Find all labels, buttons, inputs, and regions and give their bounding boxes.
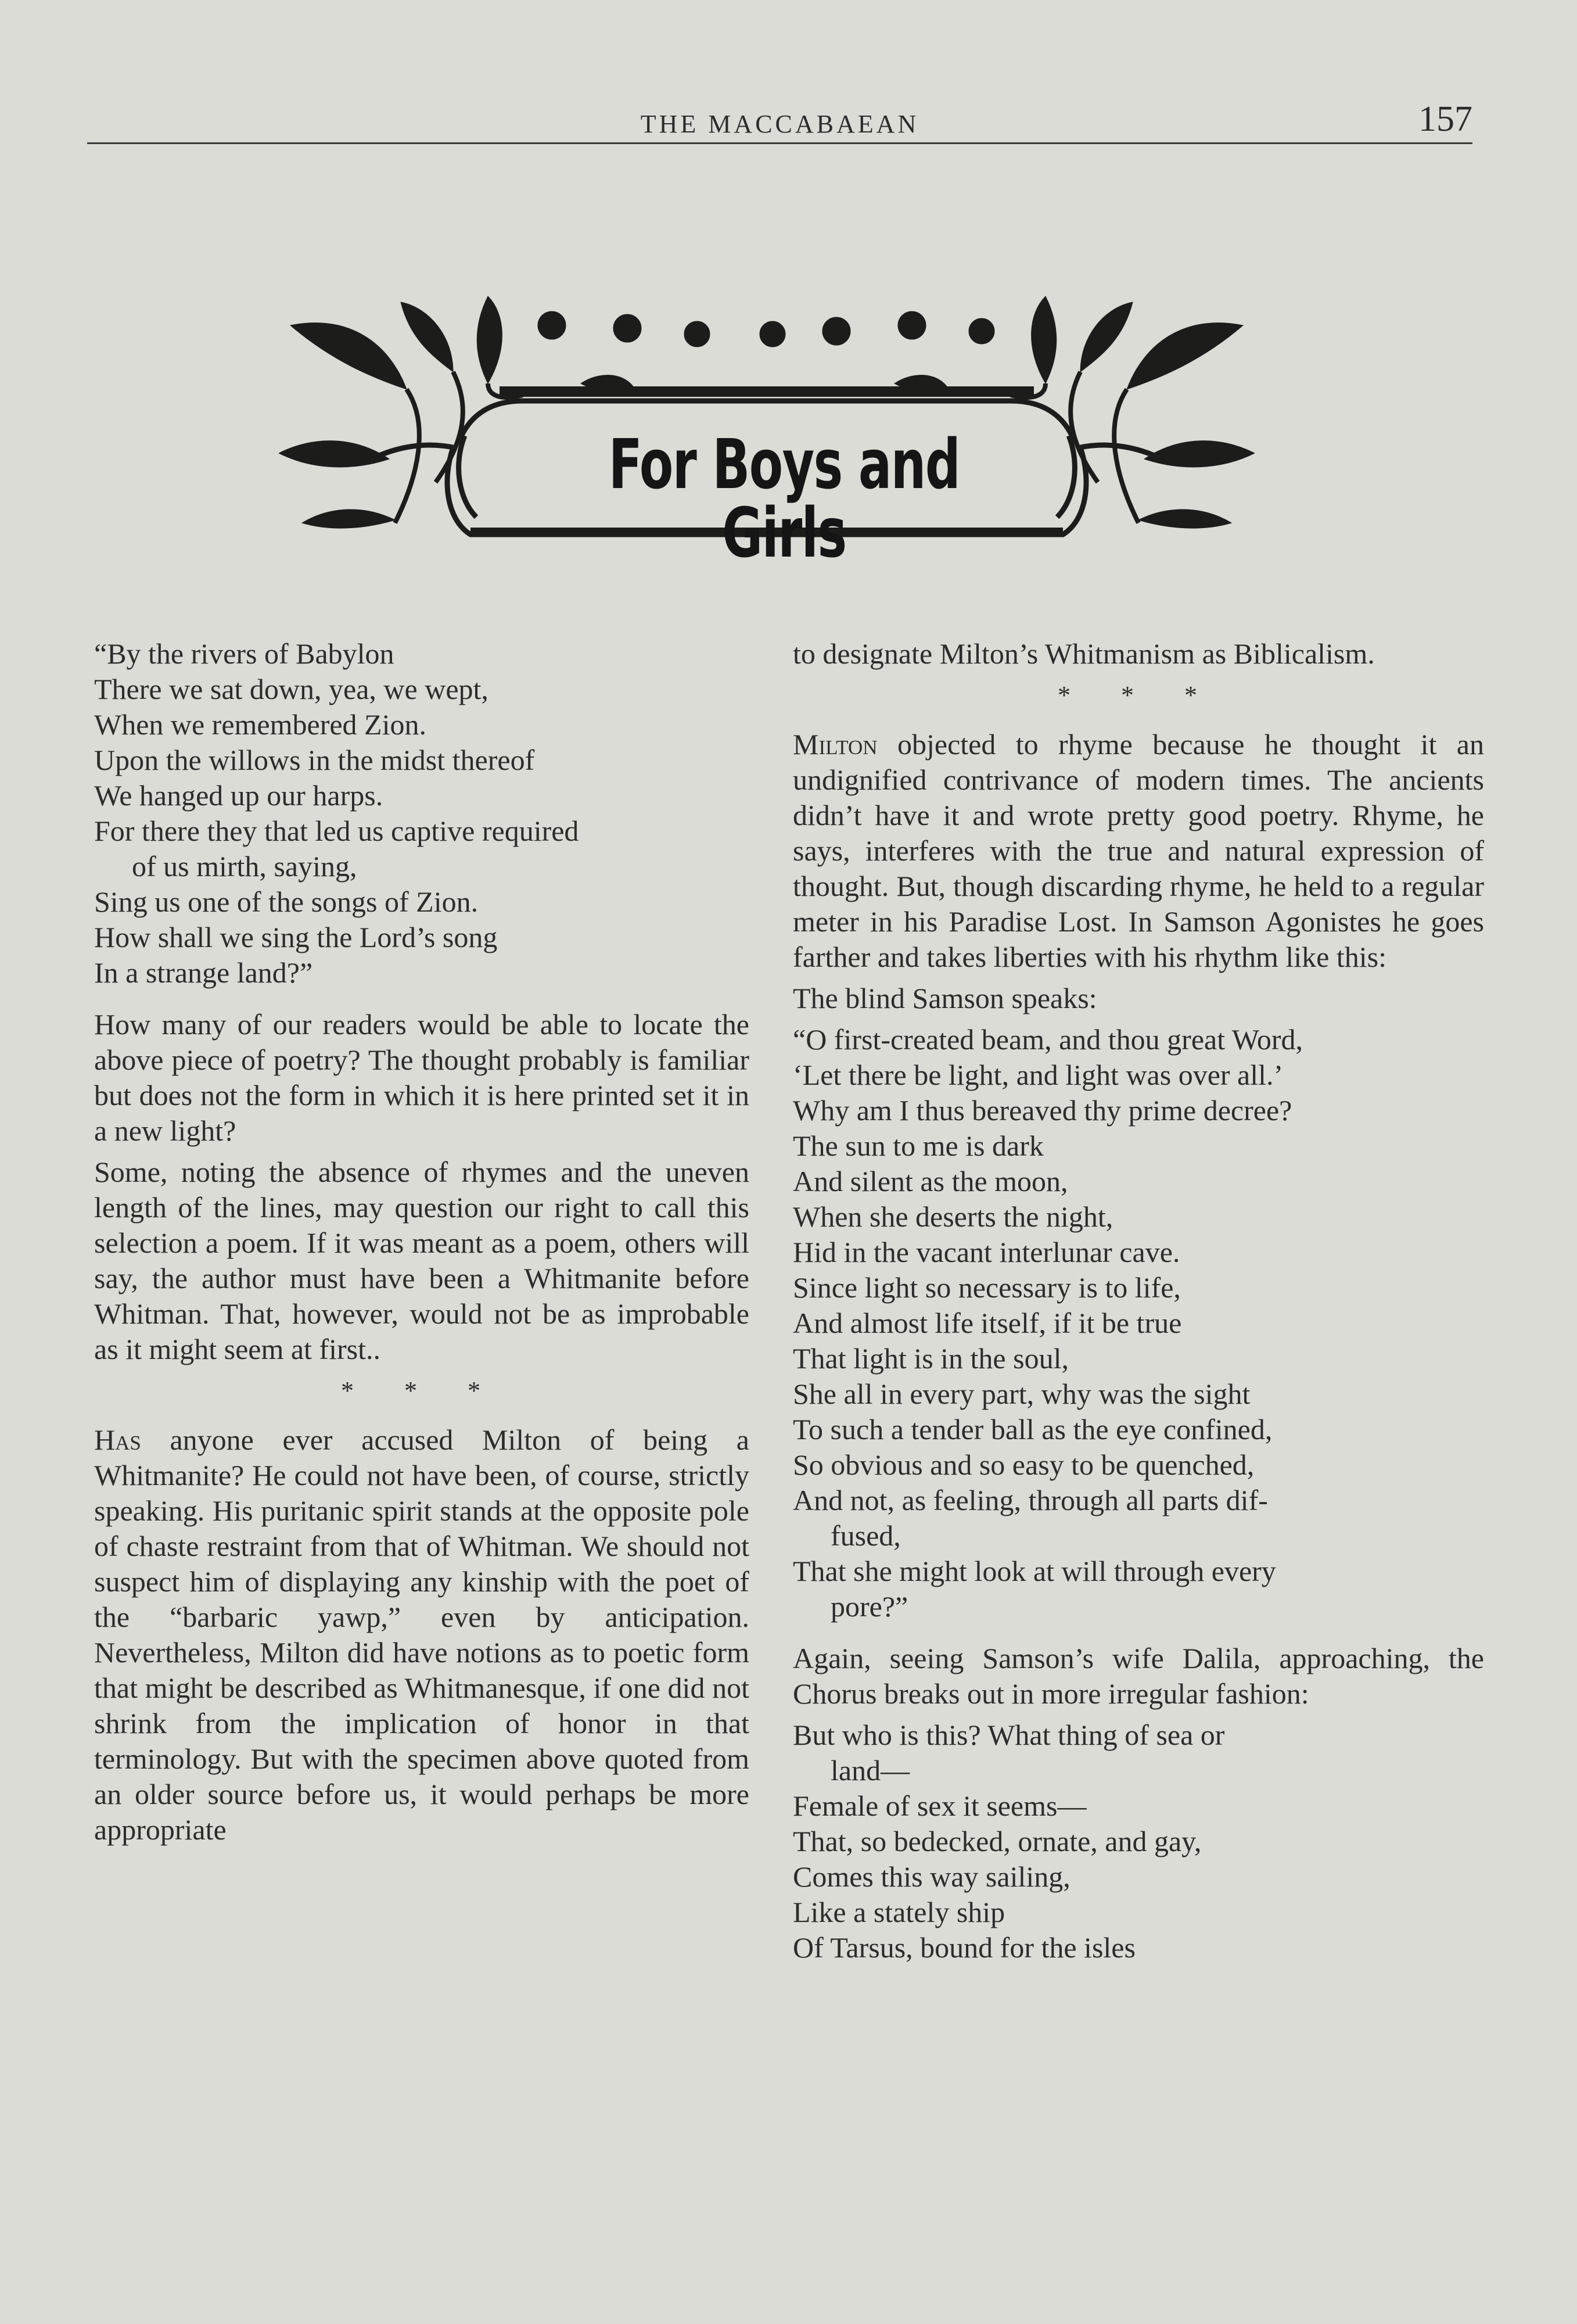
verse-line: Comes this way sailing, bbox=[793, 1860, 1071, 1893]
verse-line: Sing us one of the songs of Zion. bbox=[94, 885, 479, 918]
verse-line: land— bbox=[831, 1754, 910, 1787]
paragraph-text: anyone ever accused Milton of being a Whitmanite? He could not have been, of course, strictly speaking. His puritanic spirit stands at the opposite pole of chaste restraint from that of Whitman. We should not suspect him of displaying any kinship with the poet of the “barbaric yawp,” even by anticipation. Nevertheless, Milton did have notions as to poetic form that might be described as Whitmanesque, if one did not shrink from the implication of honor in that terminology. But with the specimen above quoted from an older source before us, it would perhaps be more appropriate bbox=[94, 1423, 749, 1846]
right-column bbox=[793, 636, 1484, 1982]
verse-line: But who is this? What thing of sea or bbox=[793, 1719, 1225, 1751]
psalm-verse bbox=[94, 636, 749, 991]
section-break: * * * bbox=[1058, 681, 1219, 709]
header-rule bbox=[87, 142, 1472, 144]
banner-title: For Boys and Girls bbox=[608, 424, 960, 573]
body-paragraph: Some, noting the absence of rhymes and the uneven length of the lines, may question our right to call this selection a poem. If it was meant as a poem, others will say, the author must have been a Whitmanite before Whitman. That, however, would not be as improbable as it might seem at first.. bbox=[94, 1156, 749, 1365]
body-paragraph: The blind Samson speaks: bbox=[793, 982, 1097, 1014]
verse-line: “By the rivers of Babylon bbox=[94, 637, 394, 670]
verse-line: The sun to me is dark bbox=[793, 1129, 1044, 1162]
verse-line: When she deserts the night, bbox=[793, 1200, 1113, 1233]
verse-line: There we sat down, yea, we wept, bbox=[94, 673, 488, 705]
page-number: 157 bbox=[1418, 99, 1472, 139]
body-paragraph bbox=[793, 727, 1484, 975]
verse-line: Why am I thus bereaved thy prime decree? bbox=[793, 1094, 1292, 1127]
verse-line: of us mirth, saying, bbox=[132, 850, 357, 883]
verse-line: For there they that led us captive required bbox=[94, 815, 579, 847]
left-column bbox=[94, 636, 749, 1853]
verse-line: We hanged up our harps. bbox=[94, 779, 383, 812]
verse-line: Like a stately ship bbox=[793, 1896, 1005, 1928]
verse-line: Hid in the vacant interlunar cave. bbox=[793, 1236, 1180, 1268]
verse-line: She all in every part, why was the sight bbox=[793, 1378, 1251, 1410]
verse-line: Female of sex it seems— bbox=[793, 1789, 1087, 1822]
running-title: THE MACCABAEAN bbox=[640, 110, 919, 138]
section-break: * * * bbox=[341, 1376, 502, 1405]
lead-word: Milton bbox=[793, 728, 878, 761]
verse-line: “O first-created beam, and thou great Word, bbox=[793, 1023, 1303, 1056]
chorus-verse bbox=[793, 1717, 1484, 1966]
verse-line: That, so bedecked, ornate, and gay, bbox=[793, 1825, 1202, 1857]
lead-word: Has bbox=[94, 1423, 141, 1456]
verse-line: And silent as the moon, bbox=[793, 1165, 1068, 1197]
body-paragraph: How many of our readers would be able to locate the above piece of poetry? The thought probably is familiar but does not the form in which it is here printed set it in a new light? bbox=[94, 1008, 749, 1147]
verse-line: So obvious and so easy to be quenched, bbox=[793, 1448, 1255, 1481]
samson-verse bbox=[793, 1022, 1484, 1624]
verse-line: Of Tarsus, bound for the isles bbox=[793, 1931, 1136, 1964]
body-paragraph bbox=[94, 1422, 749, 1848]
verse-line: Upon the willows in the midst thereof bbox=[94, 744, 535, 776]
verse-line: When we remembered Zion. bbox=[94, 708, 426, 741]
verse-line: And almost life itself, if it be true bbox=[793, 1307, 1182, 1339]
verse-line: ‘Let there be light, and light was over all.’ bbox=[793, 1059, 1284, 1091]
verse-line: And not, as feeling, through all parts dif- bbox=[793, 1484, 1268, 1516]
running-head bbox=[87, 99, 1472, 145]
paragraph-text: objected to rhyme because he thought it an undignified contrivance of modern times. The ancients didn’t have it and wrote pretty good poetry. Rhyme, he says, interferes with the true and natural expression of thought. But, though discarding rhyme, he held to a regular meter in his Paradise Lost. In Samson Agonistes he goes farther and takes liberties with his rhythm like this: bbox=[793, 728, 1484, 973]
verse-line: That light is in the soul, bbox=[793, 1342, 1069, 1375]
section-banner bbox=[279, 290, 1255, 573]
verse-line: Since light so necessary is to life, bbox=[793, 1271, 1181, 1304]
verse-line: fused, bbox=[831, 1519, 901, 1552]
verse-line: That she might look at will through every bbox=[793, 1555, 1276, 1587]
verse-line: How shall we sing the Lord’s song bbox=[94, 921, 498, 953]
body-paragraph: to designate Milton’s Whitmanism as Biblicalism. bbox=[793, 637, 1375, 670]
verse-line: To such a tender ball as the eye confined, bbox=[793, 1413, 1273, 1446]
body-paragraph: Again, seeing Samson’s wife Dalila, approaching, the Chorus breaks out in more irregular fashion: bbox=[793, 1642, 1484, 1710]
verse-line: pore?” bbox=[831, 1590, 908, 1623]
verse-line: In a strange land?” bbox=[94, 956, 313, 989]
